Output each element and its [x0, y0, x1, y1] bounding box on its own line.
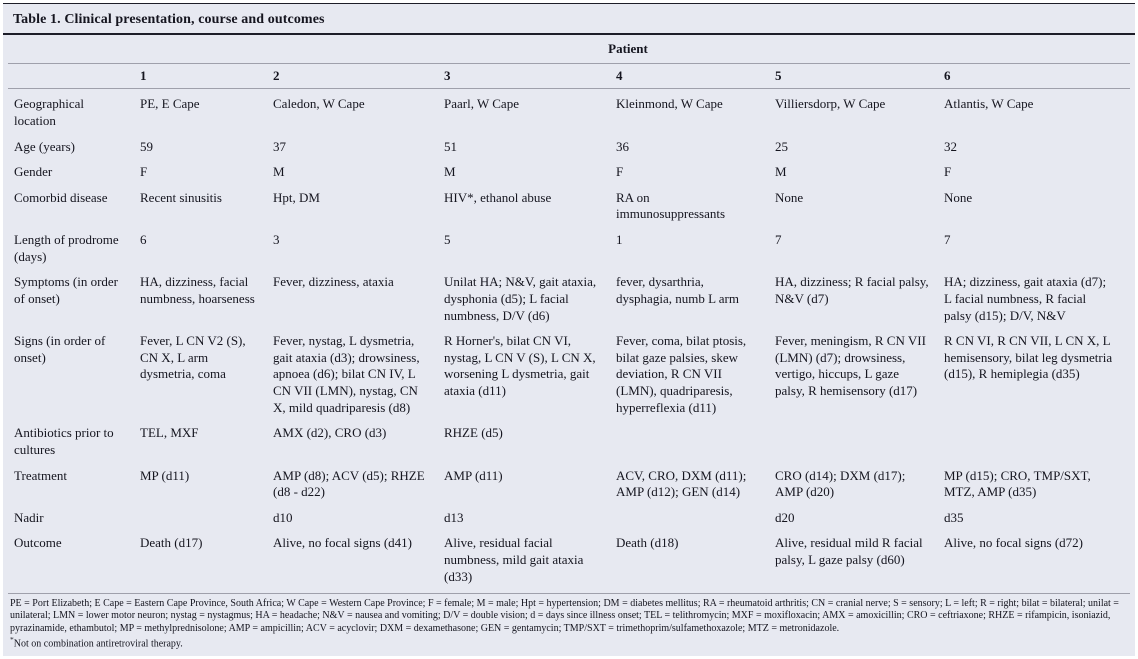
- cell: [616, 507, 775, 533]
- cell: Alive, no focal signs (d72): [944, 535, 1084, 551]
- cell: HA, dizziness, facial numbness, hoarseness: [140, 274, 255, 306]
- cell: [140, 507, 273, 533]
- cell: Fever, meningism, R CN VII (LMN) (d7); drowsiness, vertigo, hiccups, L gaze palsy, R hemisensory (d17): [775, 333, 926, 398]
- table-row: [8, 330, 1130, 422]
- cell: Kleinmond, W Cape: [616, 96, 723, 112]
- cell: F: [616, 164, 624, 180]
- cell: Death (d18): [616, 535, 679, 551]
- table-header-band: [3, 4, 1135, 35]
- cell: Fever, dizziness, ataxia: [273, 274, 394, 290]
- table-head: [8, 35, 1130, 89]
- table-row: [8, 422, 1130, 464]
- table-row: [8, 161, 1130, 187]
- patient-group-row: [8, 35, 1130, 63]
- cell: Alive, no focal signs (d41): [273, 535, 413, 551]
- cell: TEL, MXF: [140, 425, 199, 441]
- cell: 7: [944, 232, 951, 247]
- table-row: [8, 507, 1130, 533]
- cell: Recent sinusitis: [140, 189, 222, 205]
- row-label: Comorbid disease: [14, 189, 108, 205]
- cell: 51: [444, 138, 457, 154]
- asterisk-marker: *: [10, 634, 14, 644]
- cell: PE, E Cape: [140, 96, 200, 112]
- cell: R Horner's, bilat CN VI, nystag, L CN V (S), L CN X, worsening L dysmetria, gait ataxia (d11): [444, 333, 596, 398]
- table-row: [8, 271, 1130, 330]
- table-row: [8, 229, 1130, 271]
- cell: Hpt, DM: [273, 189, 320, 205]
- cell: Death (d17): [140, 535, 203, 551]
- cell: [944, 422, 1130, 464]
- row-label: Symptoms (in order of onset): [14, 274, 118, 306]
- cell: M: [273, 164, 285, 180]
- patient-group-header: Patient: [140, 35, 1130, 63]
- row-label: Age (years): [14, 138, 75, 154]
- empty-corner-cell: [8, 63, 140, 89]
- cell: RA on immunosuppressants: [616, 189, 726, 222]
- cell: 7: [775, 232, 782, 247]
- row-label: Gender: [14, 164, 53, 180]
- cell: CRO (d14); DXM (d17); AMP (d20): [775, 467, 906, 500]
- table-row: [8, 136, 1130, 162]
- cell: F: [944, 164, 952, 180]
- cell: AMX (d2), CRO (d3): [273, 425, 387, 441]
- table-row: [8, 187, 1130, 229]
- cell: MP (d11): [140, 467, 190, 483]
- cell: Caledon, W Cape: [273, 96, 365, 112]
- cell: Atlantis, W Cape: [944, 96, 1034, 112]
- cell: d20: [775, 509, 795, 525]
- column-header-patient-5: 5: [775, 63, 944, 89]
- table-row: [8, 532, 1130, 591]
- cell: None: [944, 189, 973, 205]
- cell: d13: [444, 509, 464, 525]
- cell: Unilat HA; N&V, gait ataxia, dysphonia (d5); L facial numbness, D/V (d6): [444, 274, 597, 323]
- cell: 36: [616, 138, 629, 154]
- cell: F: [140, 164, 148, 180]
- empty-corner-cell: [8, 35, 140, 63]
- cell: [616, 422, 775, 464]
- cell: 59: [140, 138, 153, 154]
- column-header-patient-4: 4: [616, 63, 775, 89]
- cell: None: [775, 189, 804, 205]
- cell: Paarl, W Cape: [444, 96, 519, 112]
- row-label: Geographical location: [14, 96, 85, 128]
- cell: M: [775, 164, 787, 180]
- table-footnotes: [8, 593, 1130, 656]
- cell: RHZE (d5): [444, 425, 503, 441]
- cell: M: [444, 164, 456, 180]
- column-header-patient-3: 3: [444, 63, 616, 89]
- cell: 37: [273, 138, 286, 154]
- row-label: Signs (in order of onset): [14, 333, 106, 365]
- cell: Fever, L CN V2 (S), CN X, L arm dysmetria, coma: [140, 333, 246, 382]
- column-header-patient-1: 1: [140, 63, 273, 89]
- row-label: Antibiotics prior to cultures: [14, 425, 114, 457]
- patient-number-row: [8, 63, 1130, 89]
- cell: 6: [140, 232, 147, 247]
- table-row: [8, 89, 1130, 136]
- cell: d35: [944, 509, 964, 525]
- cell: Fever, nystag, L dysmetria, gait ataxia (d3); drowsiness, apnoea (d6); bilat CN IV, L CN VII (LMN), nystag, CN X, mild quadriparesis (d8): [273, 333, 420, 415]
- row-label: Outcome: [14, 535, 62, 551]
- cell: HA, dizziness; R facial palsy, N&V (d7): [775, 274, 929, 306]
- table-row: [8, 465, 1130, 507]
- column-header-patient-2: 2: [273, 63, 444, 89]
- column-header-patient-6: 6: [944, 63, 1130, 89]
- cell: Alive, residual facial numbness, mild gait ataxia (d33): [444, 535, 584, 584]
- table-body: [8, 89, 1130, 592]
- cell: R CN VI, R CN VII, L CN X, L hemisensory, bilat leg dysmetria (d15), R hemiplegia (d35): [944, 333, 1113, 382]
- cell: 3: [273, 232, 280, 247]
- cell: 32: [944, 138, 957, 154]
- cell: fever, dysarthria, dysphagia, numb L arm: [616, 274, 739, 306]
- clinical-table: [8, 35, 1130, 591]
- asterisk-footnote: [10, 635, 1126, 651]
- cell: Alive, residual mild R facial palsy, L gaze palsy (d60): [775, 535, 923, 567]
- row-label: Nadir: [14, 509, 44, 525]
- table-figure: [3, 3, 1135, 656]
- abbreviations-footnote: PE = Port Elizabeth; E Cape = Eastern Cape Province, South Africa; W Cape = Western Cape Province; F = female; M = male; Hpt = hypertension; DM = diabetes mellitus; RA = rheumatoid arthritis; CN = cranial nerve; S = sensory; L = left; R = right; bilat = bilateral; unilat = unilateral; LMN = lower motor neuron; nystag = nystagmus; HA = headache; N&V = nausea and vomiting; D/V = double vision; d = days since illness onset; TEL = telithromycin; MXF = moxifloxacin; AMX = amoxicillin; CRO = ceftriaxone; RHZE = rifampicin, isoniazid, pyrazinamide, ethambutol; MP = methylprednisolone; AMP = ampicillin; ACV = acyclovir; DXM = dexamethasone; GEN = gentamycin; TMP/SXT = trimethoprim/sulfamethoxazole; MTZ = metronidazole.: [10, 598, 1119, 634]
- cell: d10: [273, 509, 293, 525]
- cell: ACV, CRO, DXM (d11); AMP (d12); GEN (d14): [616, 467, 747, 500]
- cell: 25: [775, 138, 788, 154]
- cell: 1: [616, 232, 623, 247]
- table-title: Table 1. Clinical presentation, course and outcomes: [13, 12, 325, 27]
- cell: 5: [444, 232, 451, 247]
- cell: AMP (d8); ACV (d5); RHZE (d8 - d22): [273, 467, 425, 500]
- asterisk-footnote-text: Not on combination antiretroviral therapy.: [13, 638, 183, 650]
- row-label: Treatment: [14, 467, 67, 483]
- cell: Villiersdorp, W Cape: [775, 96, 886, 112]
- row-label: Length of prodrome (days): [14, 232, 119, 264]
- cell: HA; dizziness, gait ataxia (d7); L facial numbness, R facial palsy (d15); D/V, N&V: [944, 274, 1107, 323]
- cell: [775, 422, 944, 464]
- cell: Fever, coma, bilat ptosis, bilat gaze palsies, skew deviation, R CN VII (LMN), quadriparesis, hyperreflexia (d11): [616, 333, 747, 415]
- cell: HIV*, ethanol abuse: [444, 189, 552, 205]
- cell: MP (d15); CRO, TMP/SXT, MTZ, AMP (d35): [944, 467, 1091, 500]
- cell: AMP (d11): [444, 467, 503, 483]
